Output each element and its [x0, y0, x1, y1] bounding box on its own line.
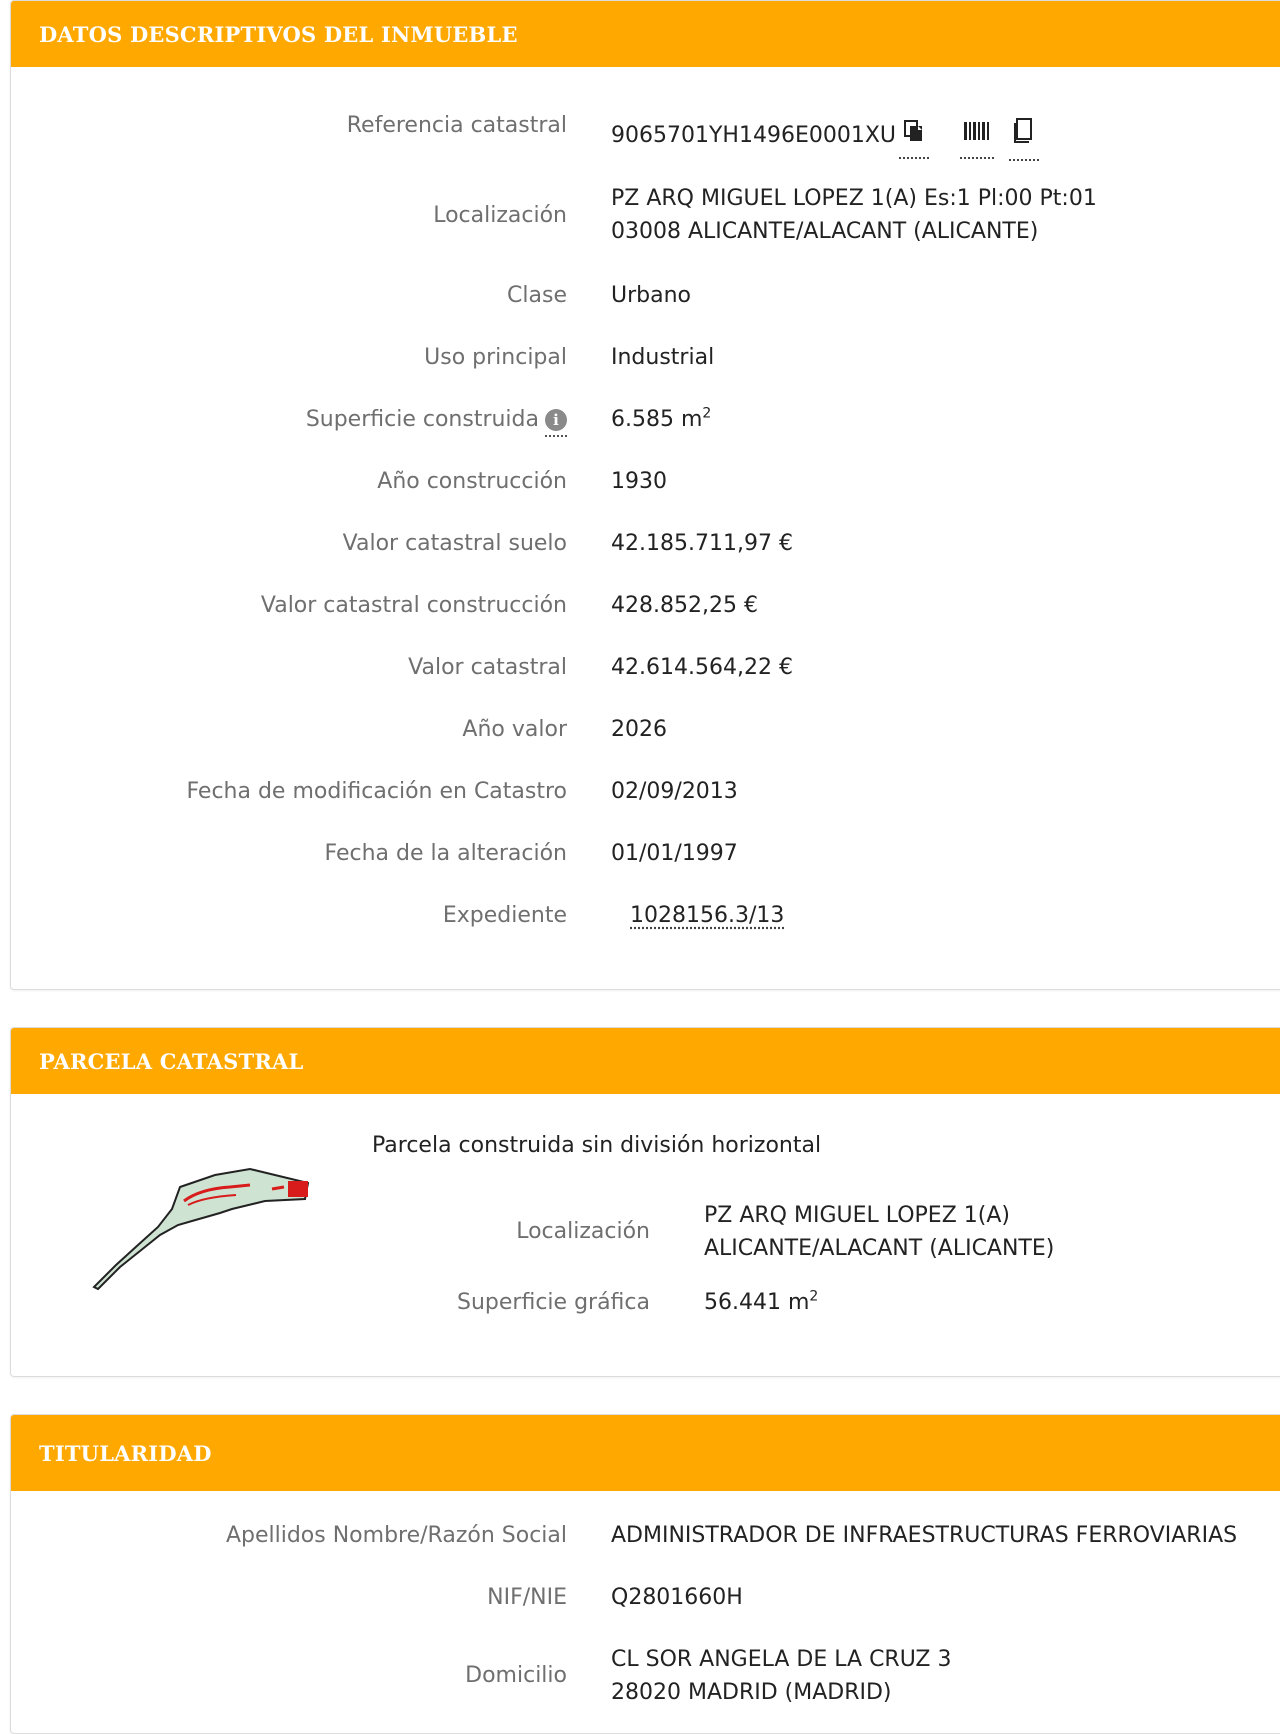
valor-catastral-value: 42.614.564,22 €	[611, 655, 793, 680]
anio-construccion-label: Año construcción	[377, 469, 567, 494]
parcela-localizacion-label: Localización	[516, 1219, 650, 1244]
titularidad-panel-title: TITULARIDAD	[11, 1415, 1280, 1491]
copy-icon[interactable]	[902, 119, 926, 153]
valor-catastral-label: Valor catastral	[408, 655, 567, 680]
parcela-localizacion-line2: ALICANTE/ALACANT (ALICANTE)	[704, 1236, 1055, 1261]
parcel-red-mark	[272, 1187, 284, 1189]
titular-domicilio-line2: 28020 MADRID (MADRID)	[611, 1680, 892, 1705]
clase-label: Clase	[507, 283, 567, 308]
titular-nif-value: Q2801660H	[611, 1585, 743, 1610]
fecha-alteracion-value: 01/01/1997	[611, 841, 738, 866]
parcel-building-red	[288, 1181, 308, 1197]
anio-construccion-value: 1930	[611, 469, 667, 494]
parcela-localizacion-line1: PZ ARQ MIGUEL LOPEZ 1(A)	[704, 1203, 1010, 1228]
titular-nombre-value: ADMINISTRADOR DE INFRAESTRUCTURAS FERROVIARIAS	[611, 1523, 1238, 1548]
referencia-number: 9065701YH1496E0001XU	[611, 123, 897, 148]
parcel-map-image[interactable]	[80, 1145, 320, 1295]
localizacion-label: Localización	[433, 203, 567, 228]
referencia-label: Referencia catastral	[346, 113, 567, 138]
valor-construccion-value: 428.852,25 €	[611, 593, 758, 618]
titular-nombre-label: Apellidos Nombre/Razón Social	[225, 1523, 567, 1548]
referencia-value	[611, 117, 1036, 155]
titular-nif-label: NIF/NIE	[487, 1585, 567, 1610]
valor-construccion-label: Valor catastral construcción	[260, 593, 567, 618]
fecha-alteracion-label: Fecha de la alteración	[324, 841, 567, 866]
parcela-panel-title: PARCELA CATASTRAL	[11, 1028, 1280, 1094]
superficie-label-wrap	[306, 403, 567, 436]
inmueble-panel-title: DATOS DESCRIPTIVOS DEL INMUEBLE	[11, 1, 1280, 67]
anio-valor-value: 2026	[611, 717, 667, 742]
valor-suelo-value: 42.185.711,97 €	[611, 531, 793, 556]
uso-value: Industrial	[611, 345, 715, 370]
clase-value: Urbano	[611, 283, 691, 308]
parcela-superficie-label: Superficie gráfica	[457, 1290, 650, 1315]
parcela-superficie-unit-sup: 2	[809, 1288, 819, 1305]
titular-domicilio-line1: CL SOR ANGELA DE LA CRUZ 3	[611, 1647, 952, 1672]
expediente-link[interactable]: 1028156.3/13	[630, 903, 785, 928]
parcela-superficie-number: 56.441 m	[704, 1290, 810, 1315]
anio-valor-label: Año valor	[462, 717, 567, 742]
info-icon[interactable]: i	[545, 409, 567, 431]
superficie-label: Superficie construida	[305, 407, 539, 432]
superficie-number: 6.585 m	[611, 407, 703, 432]
fecha-modificacion-label: Fecha de modificación en Catastro	[186, 779, 567, 804]
parcela-subtitle: Parcela construida sin división horizontal	[372, 1133, 822, 1158]
titular-domicilio-label: Domicilio	[465, 1663, 567, 1688]
document-icon[interactable]	[1012, 117, 1036, 155]
superficie-unit-sup: 2	[702, 405, 712, 422]
parcela-superficie-value	[704, 1286, 818, 1319]
barcode-icon[interactable]	[963, 120, 991, 153]
valor-suelo-label: Valor catastral suelo	[342, 531, 567, 556]
localizacion-line1: PZ ARQ MIGUEL LOPEZ 1(A) Es:1 Pl:00 Pt:01	[611, 186, 1097, 211]
superficie-value	[611, 403, 711, 436]
uso-label: Uso principal	[424, 345, 567, 370]
fecha-modificacion-value: 02/09/2013	[611, 779, 738, 804]
localizacion-line2: 03008 ALICANTE/ALACANT (ALICANTE)	[611, 219, 1039, 244]
expediente-label: Expediente	[442, 903, 567, 928]
